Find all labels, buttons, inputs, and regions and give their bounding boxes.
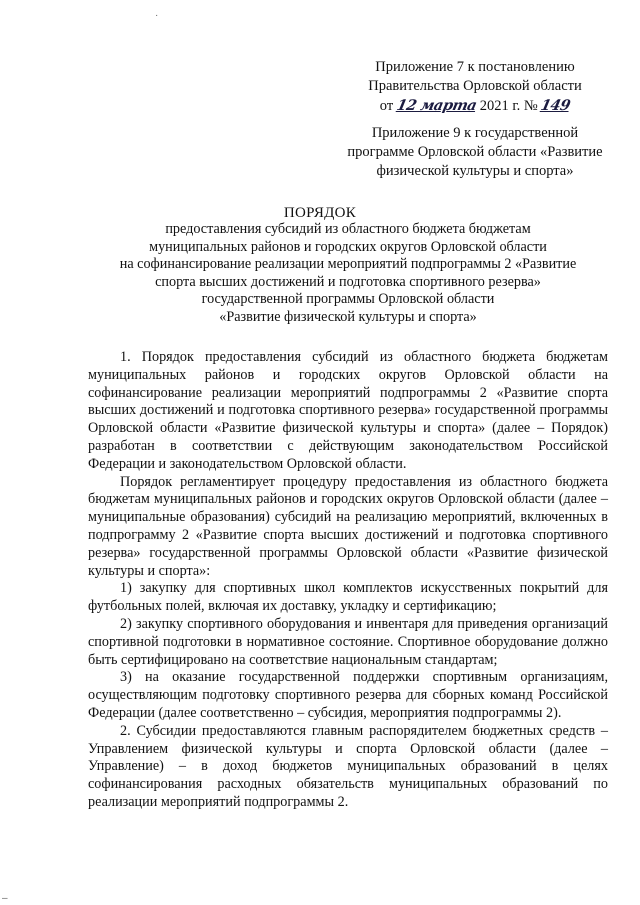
appendix-9-line2: программе Орловской области «Развитие — [347, 144, 603, 160]
document-title: ПОРЯДОК — [283, 205, 357, 221]
date-suffix: 2021 г. № — [479, 98, 538, 114]
paragraph: 1. Порядок предоставления субсидий из областного бюджета бюджетам муниципальных районов и городских округов Орловской области на софинансирование реализации мероприятий подпрограммы 2 «Развитие спорта высших достижений и подготовка спортивного резерва» государственной программы Орловской области «Развитие физической культуры и спорта» (далее – Порядок) разработан в соответствии с действующим законодательством Российской Федерации и законодательством Орловской области. — [88, 349, 608, 472]
subtitle-line: предоставления субсидий из областного бюджета бюджетам — [165, 221, 531, 237]
appendix-9-line3: физической культуры и спорта» — [376, 163, 574, 179]
subtitle-line: «Развитие физической культуры и спорта» — [219, 308, 477, 325]
paragraph: 2. Субсидии предоставляются главным распорядителем бюджетных средств – Управлением физической культуры и спорта Орловской области (далее – Управление) – в доход бюджетов муниципальных образований в целях софинансирования расходных обязательств муниципальных образований по реализации мероприятий подпрограммы 2. — [88, 722, 608, 810]
date-prefix: от — [379, 98, 394, 114]
document-subtitle — [88, 221, 608, 327]
appendix-7-line2: Правительства Орловской области — [368, 78, 582, 94]
paragraph: 3) на оказание государственной поддержки спортивным организациям, осуществляющим подготовку спортивного резерва для сборных команд Российской Федерации (далее соответственно – субсидия, мероприятия подпрограммы 2). — [88, 669, 608, 721]
handwritten-number: 149 — [539, 97, 572, 114]
appendix-9-header — [345, 124, 605, 181]
appendix-7-date-line — [345, 96, 605, 116]
appendix-9-line1: Приложение 9 к государственной — [371, 125, 579, 141]
subtitle-line: спорта высших достижений и подготовка спортивного резерва» — [155, 273, 541, 290]
handwritten-date: 12 марта — [395, 97, 478, 114]
subtitle-line: государственной программы Орловской области — [201, 291, 495, 308]
paragraph: Порядок регламентирует процедуру предоставления из областного бюджета бюджетам муниципальных районов и городских округов Орловской области (далее – муниципальные образования) субсидий на реализацию мероприятий, включенных в подпрограмму 2 «Развитие спорта высших достижений и подготовка спортивного резерва» государственной программы Орловской области «Развитие физической культуры и спорта»: — [88, 473, 608, 579]
appendix-7-line1: Приложение 7 к постановлению — [375, 59, 575, 75]
subtitle-line: на софинансирование реализации мероприятий подпрограммы 2 «Развитие — [119, 256, 577, 273]
scan-speck: – — [2, 893, 8, 904]
paragraph: 1) закупку для спортивных школ комплектов искусственных покрытий для футбольных полей, включая их доставку, укладку и сертификацию; — [88, 580, 608, 615]
scan-speck: · — [155, 10, 159, 21]
document-body — [88, 349, 608, 812]
paragraph: 2) закупку спортивного оборудования и инвентаря для приведения организаций спортивной подготовки в нормативное состояние. Спортивное оборудование должно быть сертифицировано на соответствие национальным стандартам; — [88, 615, 608, 668]
subtitle-line: муниципальных районов и городских округов Орловской области — [149, 238, 547, 255]
appendix-7-header — [345, 58, 605, 116]
